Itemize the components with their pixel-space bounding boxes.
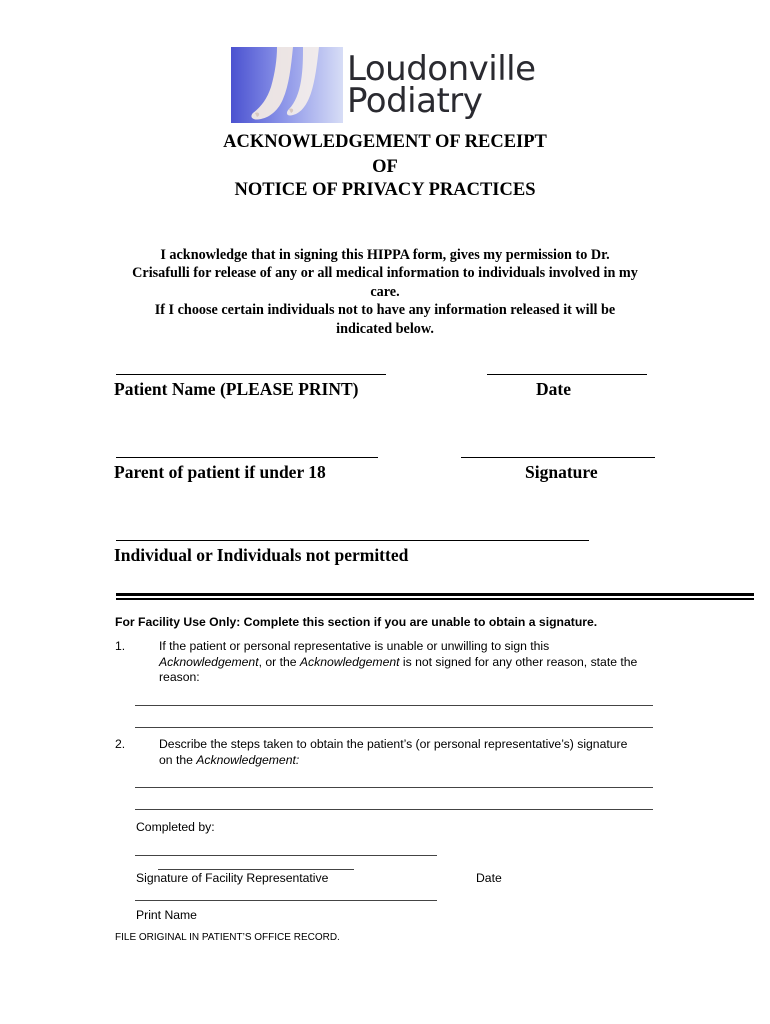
item-number: 2. [115, 737, 126, 751]
statement-line: If I choose certain individuals not to have any information released it will be [154, 302, 616, 319]
logo-name-line2: Podiatry [347, 81, 483, 121]
facility-heading: For Facility Use Only: Complete this section if you are unable to obtain a signature. [115, 615, 598, 629]
logo-name-line1: Loudonville [347, 49, 536, 89]
statement-line: indicated below. [336, 320, 434, 337]
reason-line[interactable] [135, 727, 653, 728]
item1-mid: , or the [258, 654, 300, 669]
steps-line[interactable] [135, 787, 653, 788]
facility-date-label: Date [476, 871, 502, 885]
item1-text [159, 639, 659, 686]
acknowledgement-term: Acknowledgement [299, 654, 400, 669]
date-line[interactable] [487, 374, 647, 375]
item-number: 1. [115, 639, 126, 653]
not-permitted-line[interactable] [116, 540, 589, 541]
item1-line2 [159, 655, 659, 671]
patient-name-line[interactable] [116, 374, 386, 375]
parent-label: Parent of patient if under 18 [114, 462, 326, 482]
item2-line2 [159, 753, 659, 769]
not-permitted-label: Individual or Individuals not permitted [114, 545, 409, 565]
statement-line: care. [370, 283, 400, 300]
acknowledgement-term: Acknowledgement: [196, 752, 300, 767]
section-divider [116, 593, 754, 596]
steps-line[interactable] [135, 809, 653, 810]
signature-line[interactable] [461, 457, 655, 458]
page-title-line2: OF [372, 157, 398, 177]
item2-line1: Describe the steps taken to obtain the patient’s (or personal representative’s) signature [159, 737, 628, 751]
date-label: Date [536, 379, 571, 399]
page-title-line3: NOTICE OF PRIVACY PRACTICES [234, 180, 536, 200]
item1-line3: reason: [159, 670, 200, 685]
statement-line: I acknowledge that in signing this HIPPA form, gives my permission to Dr. [160, 247, 610, 263]
facility-signature-line[interactable] [158, 869, 354, 870]
statement-line: Crisafulli for release of any or all medical information to individuals involved in my [132, 265, 638, 282]
footer-note: FILE ORIGINAL IN PATIENT’S OFFICE RECORD. [115, 932, 340, 943]
acknowledgement-term: Acknowledgement [159, 654, 259, 669]
parent-line[interactable] [116, 457, 378, 458]
podiatry-logo-feet-graphic [231, 47, 343, 123]
patient-name-label: Patient Name (PLEASE PRINT) [114, 379, 359, 399]
item1-tail: is not signed for any other reason, state the [399, 654, 638, 669]
item1-line1: If the patient or personal representative is unable or unwilling to sign this [159, 639, 550, 653]
page-title-line1: ACKNOWLEDGEMENT OF RECEIPT [223, 132, 547, 152]
completed-by-line[interactable] [135, 855, 437, 856]
print-name-line[interactable] [135, 900, 437, 901]
print-name-label: Print Name [136, 908, 197, 922]
item2-text [159, 737, 659, 768]
section-divider [116, 598, 754, 600]
consent-statement [112, 246, 658, 338]
facility-signature-label: Signature of Facility Representative [136, 871, 329, 885]
completed-by-label: Completed by: [136, 820, 215, 834]
item2-on: on the [159, 752, 197, 767]
signature-label: Signature [525, 462, 598, 482]
reason-line[interactable] [135, 705, 653, 706]
